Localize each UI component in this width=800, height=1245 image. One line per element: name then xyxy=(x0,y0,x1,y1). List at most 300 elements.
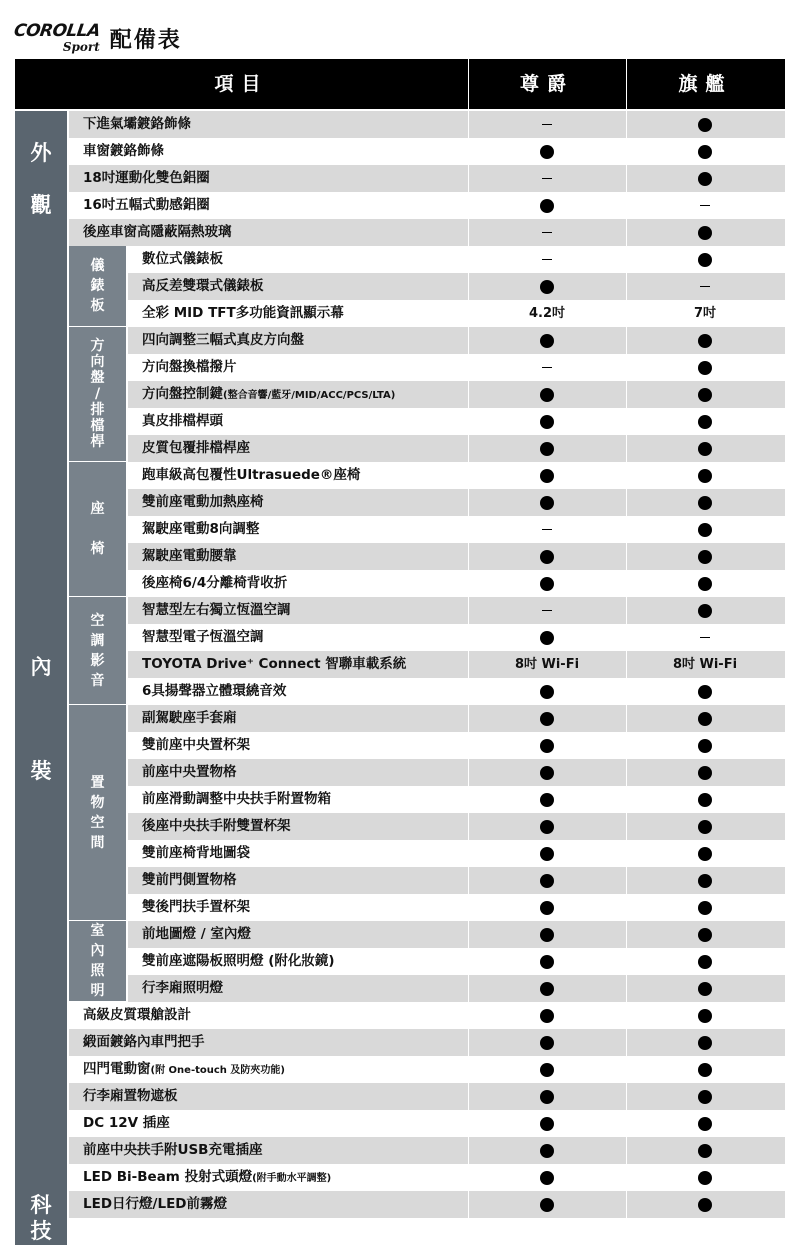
row-label-text: 數位式儀錶板 xyxy=(142,251,223,267)
column-divider xyxy=(626,111,627,1218)
row-label xyxy=(142,651,406,678)
dot-icon xyxy=(698,334,712,348)
row-label xyxy=(83,111,191,138)
row-label-text: 方向盤控制鍵 xyxy=(142,386,223,402)
dot-icon xyxy=(698,523,712,537)
row-label xyxy=(142,678,286,705)
page-title-block xyxy=(14,16,182,60)
dash-icon xyxy=(700,205,710,207)
table-row xyxy=(15,1083,785,1110)
row-label xyxy=(142,867,237,894)
dot-icon xyxy=(540,901,554,915)
dot-icon xyxy=(540,199,554,213)
row-label-text: 皮質包覆排檔桿座 xyxy=(142,440,250,456)
cell-col-flagship xyxy=(626,948,784,975)
dot-icon xyxy=(540,1063,554,1077)
cell-col-grand xyxy=(468,192,626,219)
cell-col-grand xyxy=(468,840,626,867)
cell-col-grand xyxy=(468,651,626,678)
cell-value: 4.2吋 xyxy=(528,306,566,321)
dot-icon xyxy=(698,388,712,402)
dot-icon xyxy=(540,928,554,942)
dot-icon xyxy=(698,469,712,483)
table-row xyxy=(15,1056,785,1083)
row-label-text: 雙前座電動加熱座椅 xyxy=(142,494,264,510)
dot-icon xyxy=(698,874,712,888)
dash-icon xyxy=(542,124,552,126)
row-label xyxy=(142,489,264,516)
row-label xyxy=(142,327,304,354)
row-label-text: 後座中央扶手附雙置杯架 xyxy=(142,818,291,834)
row-label xyxy=(142,624,264,651)
row-label-text: 後座椅6/4分離椅背收折 xyxy=(142,575,288,591)
dot-icon xyxy=(540,820,554,834)
cell-col-flagship xyxy=(626,705,784,732)
row-label-text: 副駕駛座手套廂 xyxy=(142,710,237,726)
cell-col-flagship xyxy=(626,1056,784,1083)
row-label-text: 雙前座椅背地圖袋 xyxy=(142,845,250,861)
dot-icon xyxy=(540,577,554,591)
row-label-note: (整合音響/藍牙/MID/ACC/PCS/LTA) xyxy=(223,390,396,401)
dot-icon xyxy=(540,1009,554,1023)
cell-col-flagship xyxy=(626,165,784,192)
cell-col-grand xyxy=(468,300,626,327)
table-row xyxy=(15,1137,785,1164)
row-label-text: 四向調整三幅式真皮方向盤 xyxy=(142,332,304,348)
cell-col-flagship xyxy=(626,408,784,435)
cell-col-flagship xyxy=(626,138,784,165)
cell-col-flagship xyxy=(626,516,784,543)
cell-col-grand xyxy=(468,975,626,1002)
dot-icon xyxy=(540,793,554,807)
dot-icon xyxy=(540,874,554,888)
row-label-note: (附手動水平調整) xyxy=(252,1173,332,1184)
cell-col-grand xyxy=(468,1191,626,1218)
row-label xyxy=(142,516,259,543)
row-label-text: 16吋五幅式動感鋁圈 xyxy=(83,197,210,213)
cell-col-flagship xyxy=(626,1164,784,1191)
cell-col-flagship xyxy=(626,300,784,327)
dot-icon xyxy=(698,928,712,942)
cell-col-flagship xyxy=(626,327,784,354)
table-row xyxy=(15,219,785,246)
cell-col-flagship xyxy=(626,219,784,246)
table-row xyxy=(15,651,785,678)
row-label-text: 緞面鍍鉻內車門把手 xyxy=(83,1034,205,1050)
table-row xyxy=(15,624,785,651)
cell-value: 8吋 Wi-Fi xyxy=(514,657,580,672)
table-row xyxy=(15,462,785,489)
table-header xyxy=(15,59,785,109)
table-row xyxy=(15,948,785,975)
dot-icon xyxy=(540,766,554,780)
row-label xyxy=(83,138,164,165)
table-row xyxy=(15,1110,785,1137)
cell-col-flagship xyxy=(626,381,784,408)
table-row xyxy=(15,1002,785,1029)
row-label xyxy=(142,354,237,381)
cell-col-flagship xyxy=(626,597,784,624)
table-row xyxy=(15,1191,785,1218)
dot-icon xyxy=(698,1063,712,1077)
table-row xyxy=(15,165,785,192)
dot-icon xyxy=(698,172,712,186)
cell-col-grand xyxy=(468,381,626,408)
corolla-sport-logo xyxy=(14,23,100,53)
dash-icon xyxy=(542,232,552,234)
dot-icon xyxy=(540,712,554,726)
row-label-note: (附 One-touch 及防夾功能) xyxy=(150,1065,285,1076)
cell-col-flagship xyxy=(626,1137,784,1164)
dash-icon xyxy=(542,178,552,180)
cell-col-grand xyxy=(468,894,626,921)
table-row xyxy=(15,246,785,273)
cell-col-grand xyxy=(468,462,626,489)
dot-icon xyxy=(540,280,554,294)
row-label xyxy=(142,300,344,327)
dot-icon xyxy=(540,415,554,429)
subgroup-label: 空 調 影 音 xyxy=(90,612,105,689)
cell-col-grand xyxy=(468,759,626,786)
cell-col-flagship xyxy=(626,246,784,273)
row-label-text: 雙前門側置物格 xyxy=(142,872,237,888)
cell-col-flagship xyxy=(626,273,784,300)
row-label-text: LED日行燈/LED前霧燈 xyxy=(83,1196,227,1212)
header-col-grand: 尊爵 xyxy=(519,73,574,95)
row-label xyxy=(142,732,250,759)
dot-icon xyxy=(540,739,554,753)
dot-icon xyxy=(540,1090,554,1104)
dot-icon xyxy=(698,1144,712,1158)
cell-col-grand xyxy=(468,1137,626,1164)
cell-col-grand xyxy=(468,165,626,192)
row-label-text: DC 12V 插座 xyxy=(83,1115,170,1131)
cell-col-grand xyxy=(468,678,626,705)
cell-col-grand xyxy=(468,867,626,894)
cell-col-flagship xyxy=(626,1110,784,1137)
table-row xyxy=(15,138,785,165)
dot-icon xyxy=(540,550,554,564)
dot-icon xyxy=(698,118,712,132)
row-label xyxy=(83,219,232,246)
row-label xyxy=(142,840,250,867)
cell-col-flagship xyxy=(626,759,784,786)
dash-icon xyxy=(700,286,710,288)
category-label: 內 裝 xyxy=(30,654,52,783)
row-label xyxy=(83,1056,285,1083)
dot-icon xyxy=(698,955,712,969)
cell-col-flagship xyxy=(626,624,784,651)
dot-icon xyxy=(540,1198,554,1212)
dot-icon xyxy=(698,1171,712,1185)
table-row xyxy=(15,192,785,219)
cell-col-grand xyxy=(468,516,626,543)
cell-col-flagship xyxy=(626,651,784,678)
row-label xyxy=(142,597,291,624)
cell-col-grand xyxy=(468,219,626,246)
row-label-text: 雙前座遮陽板照明燈 (附化妝鏡) xyxy=(142,953,335,969)
cell-col-grand xyxy=(468,1056,626,1083)
dot-icon xyxy=(698,415,712,429)
cell-col-grand xyxy=(468,732,626,759)
cell-col-flagship xyxy=(626,867,784,894)
row-label xyxy=(142,948,335,975)
dot-icon xyxy=(698,712,712,726)
row-label xyxy=(83,1191,227,1218)
row-label xyxy=(142,813,291,840)
table-row xyxy=(15,867,785,894)
dash-icon xyxy=(542,367,552,369)
dot-icon xyxy=(540,496,554,510)
dot-icon xyxy=(540,334,554,348)
table-row xyxy=(15,435,785,462)
table-row xyxy=(15,597,785,624)
table-row xyxy=(15,381,785,408)
dot-icon xyxy=(540,955,554,969)
dash-icon xyxy=(542,610,552,612)
cell-col-flagship xyxy=(626,489,784,516)
row-label-text: 18吋運動化雙色鋁圈 xyxy=(83,170,210,186)
row-label xyxy=(83,1164,331,1191)
cell-col-grand xyxy=(468,246,626,273)
dot-icon xyxy=(540,1144,554,1158)
cell-col-grand xyxy=(468,705,626,732)
cell-col-flagship xyxy=(626,570,784,597)
row-label-text: 智慧型左右獨立恆溫空調 xyxy=(142,602,291,618)
dot-icon xyxy=(698,1090,712,1104)
cell-col-flagship xyxy=(626,894,784,921)
dot-icon xyxy=(540,847,554,861)
cell-col-flagship xyxy=(626,1002,784,1029)
dot-icon xyxy=(540,1117,554,1131)
row-label-text: 前座中央置物格 xyxy=(142,764,237,780)
dot-icon xyxy=(540,631,554,645)
row-label xyxy=(142,921,251,948)
cell-col-flagship xyxy=(626,192,784,219)
table-row xyxy=(15,1164,785,1191)
subgroup-label: 儀 錶 板 xyxy=(90,258,105,314)
table-row xyxy=(15,408,785,435)
row-label-text: 前地圖燈 / 室內燈 xyxy=(142,926,251,942)
table-row xyxy=(15,1029,785,1056)
dot-icon xyxy=(698,1009,712,1023)
cell-value: 7吋 xyxy=(693,306,717,321)
row-label-text: 雙後門扶手置杯架 xyxy=(142,899,250,915)
cell-col-flagship xyxy=(626,1083,784,1110)
cell-col-flagship xyxy=(626,543,784,570)
table-row xyxy=(15,813,785,840)
row-label xyxy=(142,975,223,1002)
row-label xyxy=(83,1002,191,1029)
row-label xyxy=(83,1137,262,1164)
table-row xyxy=(15,300,785,327)
dot-icon xyxy=(540,388,554,402)
cell-col-grand xyxy=(468,138,626,165)
table-row xyxy=(15,732,785,759)
row-label-text: 前座中央扶手附USB充電插座 xyxy=(83,1142,263,1158)
dot-icon xyxy=(698,685,712,699)
dot-icon xyxy=(698,496,712,510)
dot-icon xyxy=(698,793,712,807)
row-label-text: 行李廂照明燈 xyxy=(142,980,223,996)
row-label-text: 駕駛座電動8向調整 xyxy=(142,521,260,537)
row-label xyxy=(83,1029,205,1056)
table-row xyxy=(15,894,785,921)
dot-icon xyxy=(698,145,712,159)
cell-col-grand xyxy=(468,408,626,435)
cell-col-flagship xyxy=(626,1191,784,1218)
row-label-text: 全彩 MID TFT多功能資訊顯示幕 xyxy=(142,305,344,321)
row-label-text: 智慧型電子恆溫空調 xyxy=(142,629,264,645)
table-row xyxy=(15,489,785,516)
cell-value: 8吋 Wi-Fi xyxy=(672,657,738,672)
subgroup-label: 室 內 照 明 xyxy=(90,923,105,999)
row-label-text: 駕駛座電動腰靠 xyxy=(142,548,237,564)
row-label xyxy=(142,435,250,462)
dot-icon xyxy=(698,577,712,591)
table-row xyxy=(15,759,785,786)
cell-col-flagship xyxy=(626,435,784,462)
row-label xyxy=(142,570,287,597)
cell-col-grand xyxy=(468,1002,626,1029)
dot-icon xyxy=(698,766,712,780)
cell-col-flagship xyxy=(626,732,784,759)
dot-icon xyxy=(698,253,712,267)
row-label xyxy=(83,192,210,219)
subgroup-label: 置 物 空 間 xyxy=(90,774,105,851)
cell-col-grand xyxy=(468,273,626,300)
dash-icon xyxy=(542,259,552,261)
row-label-text: 高級皮質環艙設計 xyxy=(83,1007,191,1023)
row-label-text: TOYOTA Drive⁺ Connect 智聯車載系統 xyxy=(142,656,407,672)
row-label-text: 四門電動窗 xyxy=(83,1061,151,1077)
table-row xyxy=(15,678,785,705)
row-label xyxy=(142,381,395,408)
row-label xyxy=(142,408,223,435)
subgroup-label: 方 向 盤 / 排 檔 桿 xyxy=(90,338,105,450)
cell-col-grand xyxy=(468,327,626,354)
row-label-text: 方向盤換檔撥片 xyxy=(142,359,237,375)
row-label xyxy=(83,1110,170,1137)
dot-icon xyxy=(698,901,712,915)
table-row xyxy=(15,705,785,732)
cell-col-flagship xyxy=(626,975,784,1002)
cell-col-flagship xyxy=(626,111,784,138)
cell-col-grand xyxy=(468,813,626,840)
dot-icon xyxy=(698,820,712,834)
dot-icon xyxy=(698,847,712,861)
cell-col-flagship xyxy=(626,786,784,813)
category-label: 外 觀 xyxy=(30,140,52,217)
table-row xyxy=(15,786,785,813)
table-row xyxy=(15,354,785,381)
dot-icon xyxy=(540,1036,554,1050)
table-row xyxy=(15,327,785,354)
dot-icon xyxy=(698,739,712,753)
row-label-text: 後座車窗高隱蔽隔熱玻璃 xyxy=(83,224,232,240)
table-row xyxy=(15,840,785,867)
row-label xyxy=(142,705,237,732)
header-item: 項目 xyxy=(214,73,269,95)
dot-icon xyxy=(698,1117,712,1131)
dot-icon xyxy=(698,442,712,456)
row-label xyxy=(142,894,250,921)
cell-col-grand xyxy=(468,111,626,138)
column-divider xyxy=(468,111,469,1218)
cell-col-grand xyxy=(468,543,626,570)
row-label xyxy=(83,165,210,192)
dot-icon xyxy=(540,469,554,483)
logo-line1: COROLLA xyxy=(12,21,102,41)
cell-col-flagship xyxy=(626,813,784,840)
table-row xyxy=(15,273,785,300)
cell-col-flagship xyxy=(626,840,784,867)
cell-col-grand xyxy=(468,786,626,813)
cell-col-grand xyxy=(468,1083,626,1110)
row-label-text: 下進氣壩鍍鉻飾條 xyxy=(83,116,191,132)
row-label-text: 跑車級高包覆性Ultrasuede®座椅 xyxy=(142,467,361,483)
dash-icon xyxy=(700,637,710,639)
cell-col-grand xyxy=(468,1029,626,1056)
dot-icon xyxy=(540,145,554,159)
dot-icon xyxy=(540,1171,554,1185)
dot-icon xyxy=(540,982,554,996)
cell-col-grand xyxy=(468,435,626,462)
row-label-text: 6具揚聲器立體環繞音效 xyxy=(142,683,287,699)
dot-icon xyxy=(540,685,554,699)
cell-col-grand xyxy=(468,921,626,948)
cell-col-grand xyxy=(468,624,626,651)
cell-col-flagship xyxy=(626,678,784,705)
subgroup-label: 座 椅 xyxy=(90,501,105,557)
row-label xyxy=(83,1083,178,1110)
row-label xyxy=(142,759,237,786)
cell-col-grand xyxy=(468,1110,626,1137)
table-row xyxy=(15,570,785,597)
row-label xyxy=(142,786,331,813)
table-row xyxy=(15,975,785,1002)
row-label-text: LED Bi-Beam 投射式頭燈 xyxy=(83,1169,253,1185)
table-row xyxy=(15,543,785,570)
row-label-text: 前座滑動調整中央扶手附置物箱 xyxy=(142,791,331,807)
row-label xyxy=(142,543,237,570)
row-label-text: 高反差雙環式儀錶板 xyxy=(142,278,264,294)
cell-col-flagship xyxy=(626,354,784,381)
table-row xyxy=(15,111,785,138)
cell-col-grand xyxy=(468,354,626,381)
logo-line2: Sport xyxy=(62,40,100,54)
row-label-text: 行李廂置物遮板 xyxy=(83,1088,178,1104)
dot-icon xyxy=(698,361,712,375)
cell-col-flagship xyxy=(626,462,784,489)
dot-icon xyxy=(698,226,712,240)
row-label xyxy=(142,246,223,273)
dot-icon xyxy=(698,982,712,996)
row-label-text: 雙前座中央置杯架 xyxy=(142,737,250,753)
cell-col-grand xyxy=(468,489,626,516)
dash-icon xyxy=(542,529,552,531)
cell-col-grand xyxy=(468,948,626,975)
table-row xyxy=(15,921,785,948)
table-row xyxy=(15,516,785,543)
dot-icon xyxy=(698,550,712,564)
row-label xyxy=(142,273,264,300)
category-label: 科 技 xyxy=(30,1193,52,1243)
dot-icon xyxy=(540,442,554,456)
dot-icon xyxy=(698,1036,712,1050)
page-title: 配備表 xyxy=(109,27,182,53)
cell-col-grand xyxy=(468,1164,626,1191)
